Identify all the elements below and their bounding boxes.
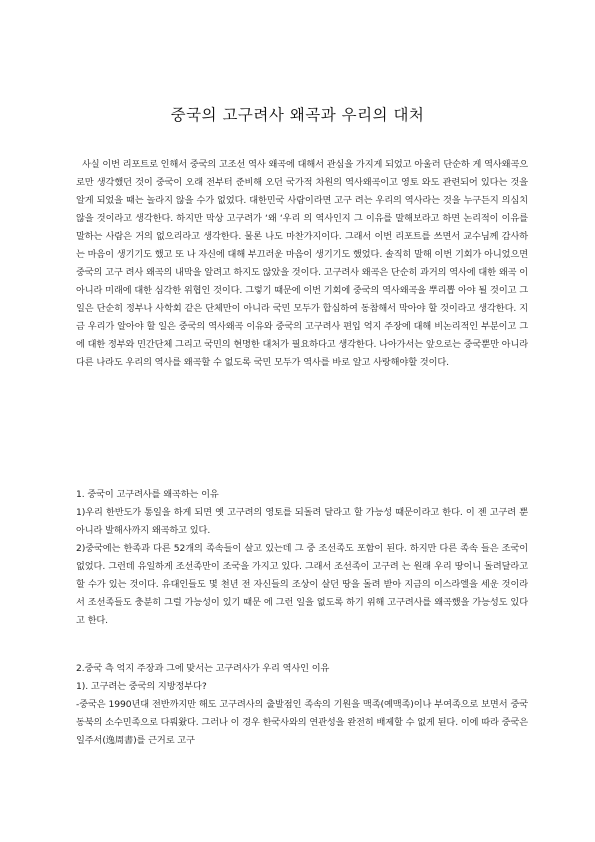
section-2: [76, 660, 528, 750]
section-1-paragraph-2: 2)중국에는 한족과 다른 52개의 족속들이 살고 있는데 그 중 조선족도 포함이 된다. 하지만 다른 족속 들은 조국이 없었다. 그런데 유일하게 조선족만이 조국을 가지고 있다. 그래서 조선족이 고구려 는 원래 우리 땅이니 돌려달라고 할 수가 있는 것이다. 유대인들도 몇 천년 전 자신들의 조상이 살던 땅을 돌려 받아 지금의 이스라엘을 세운 것이라서 조선족들도 충분히 그럴 가능성이 있기 때문 에 그런 일을 없도록 하기 위해 고구려사를 왜곡했을 가능성도 있다고 한다.: [76, 543, 528, 626]
intro-paragraph: [76, 156, 528, 372]
section-2-subheading-1: 1). 고구려는 중국의 지방정부다?: [76, 681, 207, 692]
section-2-paragraph-1: -중국은 1990년대 전반까지만 해도 고구려사의 출발점인 족속의 기원을 맥족(예맥족)이나 부여족으로 보면서 중국 동북의 소수민족으로 다뤄왔다. 그러나 이 경우 한국사와의 연관성을 완전히 배제할 수 없게 된다. 이에 따라 중국은 일주서(逸周書)를 근거로 고구: [76, 699, 528, 746]
intro-text: 사실 이번 리포트로 인해서 중국의 고조선 역사 왜곡에 대해서 관심을 가지게 되었고 아울러 단순하 게 역사왜곡으로만 생각했던 것이 중국이 오래 전부터 준비해 오던 국가적 차원의 역사왜곡이고 영토 와도 관련되어 있다는 것을 알게 되었을 때는 놀라지 않을 수가 없었다. 대한민국 사람이라면 고구 려는 우리의 역사라는 것을 누구든지 의심치 않을 것이라고 생각한다. 하지만 막상 고구려가 ‘왜 ‘우리 의 역사인지 그 이유를 말해보라고 하면 논리적이 이유를 말하는 사람은 거의 없으리라고 생각한다. 물론 나도 마찬가지이다. 그래서 이번 리포트를 쓰면서 교수님께 감사하는 마음이 생기기도 했고 또 나 자신에 대해 부끄러운 마음이 생기기도 했었다. 솔직히 말해 이번 기회가 아니었으면 중국의 고구 려사 왜곡의 내막을 알려고 하지도 않았을 것이다. 고구려사 왜곡은 단순히 과거의 역사에 대한 왜곡 이 아니라 미래에 대한 심각한 위협인 것이다. 그렇기 때문에 이번 기회에 중국의 역사왜곡을 뿌리뽑 아야 될 것이고 그 일은 단순히 정부나 사학회 같은 단체만이 아니라 국민 모두가 합심하여 동참해서 막아야 할 것이라고 생각한다. 지금 우리가 알아야 할 일은 중국의 역사왜곡 이유와 중국의 고구려사 편입 억지 주장에 대해 비논리적인 부분이고 그에 대한 정부와 민간단체 그리고 국민의 현명한 대처가 필요하다고 생각한다. 나아가서는 앞으로는 중국뿐만 아니라 다른 나라도 우리의 역사를 왜곡할 수 없도록 국민 모두가 역사를 바로 알고 사랑해야할 것이다.: [76, 159, 528, 368]
section-1-paragraph-1: 1)우리 한반도가 통일을 하게 되면 옛 고구려의 영토를 되돌려 달라고 할 가능성 때문이라고 한다. 이 젠 고구려 뿐 아니라 발해사까지 왜곡하고 있다.: [76, 507, 528, 536]
section-1-heading: 1. 중국이 고구려사를 왜곡하는 이유: [76, 489, 219, 500]
section-2-heading: 2.중국 측 억지 주장과 그에 맞서는 고구려사가 우리 역사인 이유: [76, 663, 330, 674]
section-1: [76, 486, 528, 630]
document-title: 중국의 고구려사 왜곡과 우리의 대처: [170, 106, 425, 124]
